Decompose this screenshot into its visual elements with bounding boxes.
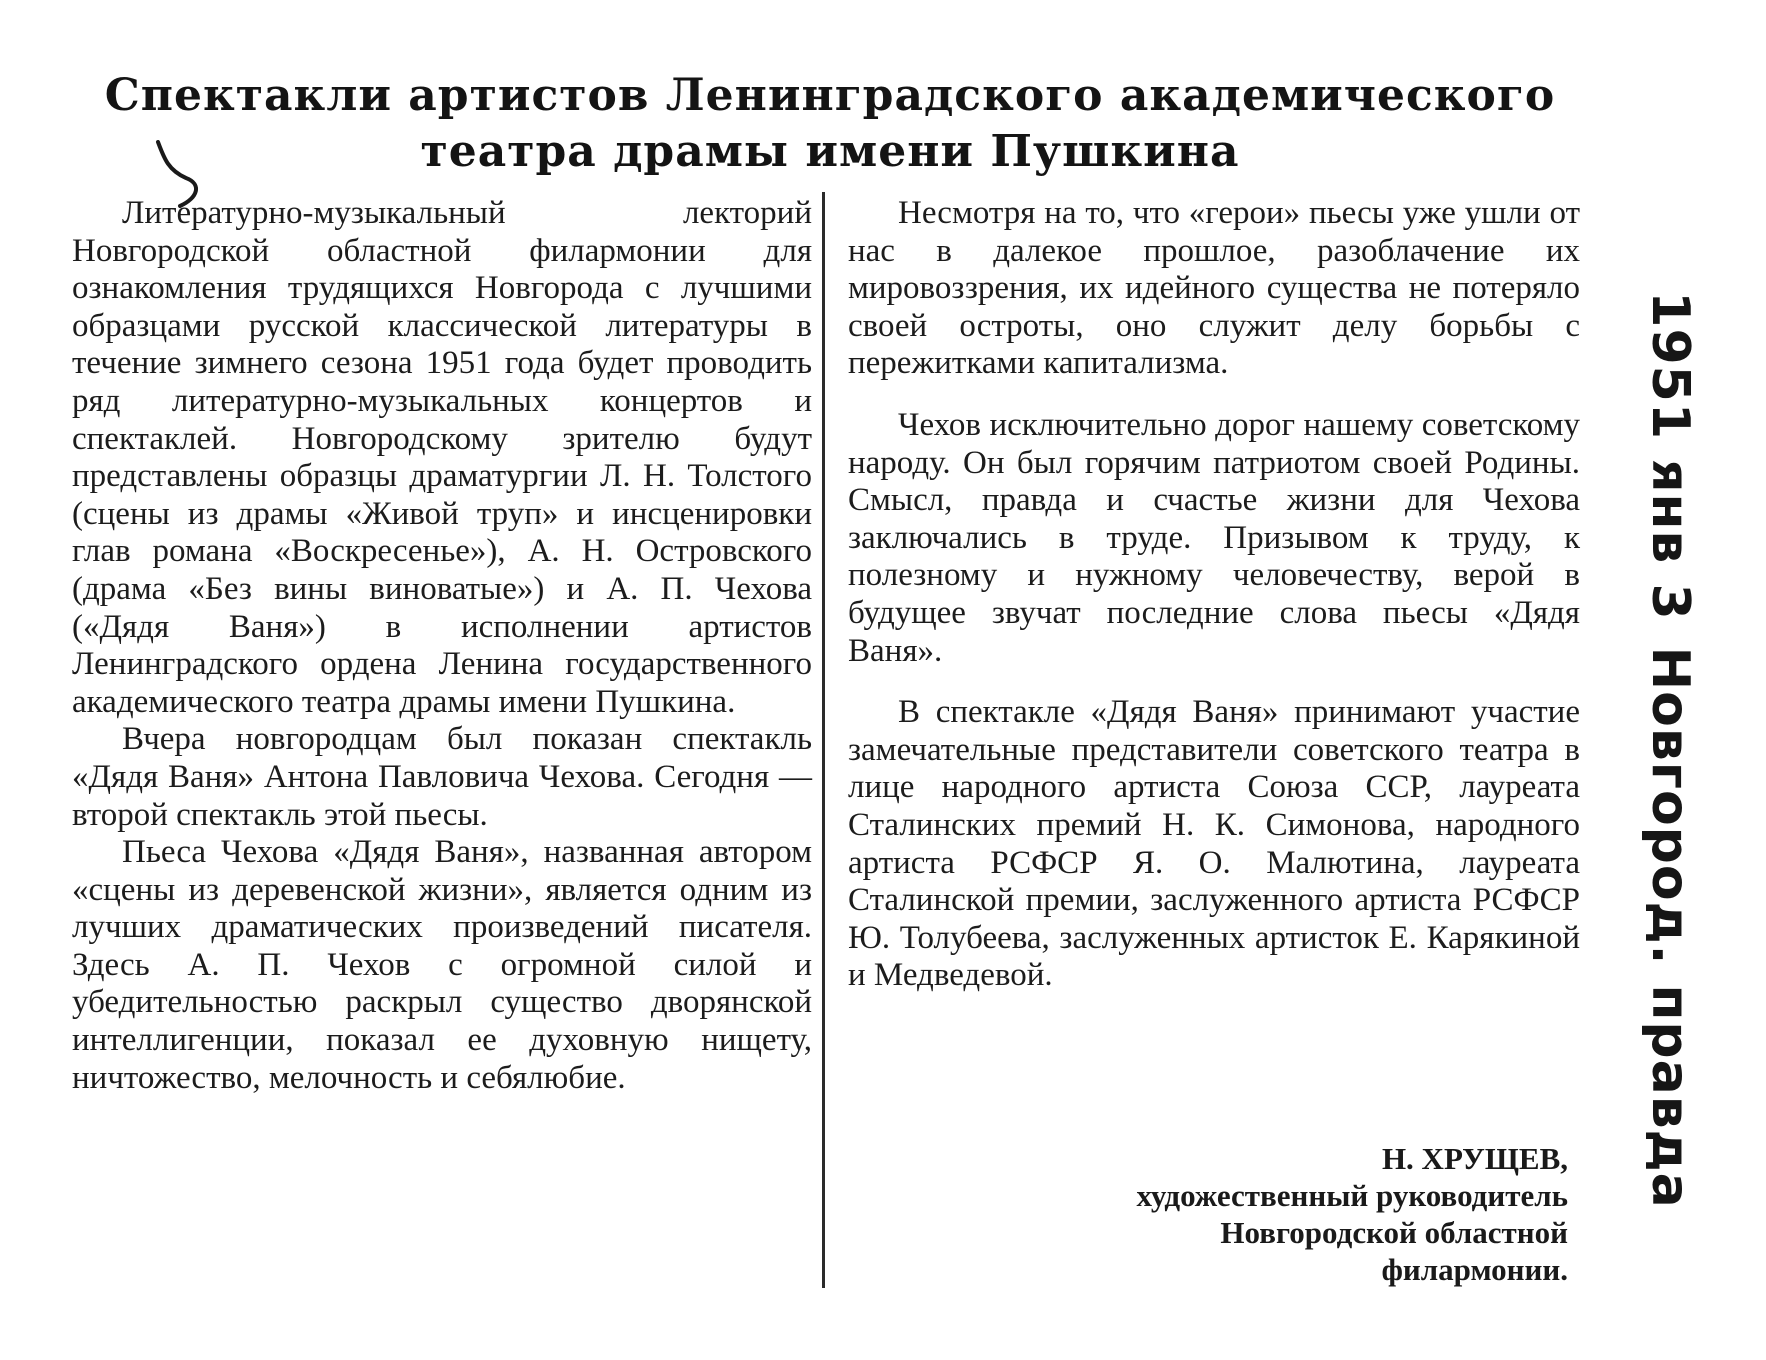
article-headline: [60, 68, 1600, 180]
left-paragraph-2: Вчера новгородцам был показан спектакль «Дядя Ваня» Антона Павловича Чехова. Сегодня — второй спектакль этой пьесы.: [72, 721, 812, 833]
date-stamp-text: [1640, 291, 1700, 1208]
author-signature: [848, 1140, 1568, 1288]
right-paragraph-3: В спектакле «Дядя Ваня» принимают участие замечательные представители советского театра в лице народного артиста Союза ССР, лауреата Сталинских премий Н. К. Симонова, народного артиста РСФСР Я. О. Малютина, лауреата Сталинской премии, заслуженного артиста РСФСР Ю. Толубеева, заслуженных артисток Е. Карякиной и Медведевой.: [848, 694, 1580, 994]
column-divider: [822, 192, 825, 1288]
left-paragraph-1: Литературно-музыкальный лекторий Новгородской областной филармонии для ознакомления трудящихся Новгорода с лучшими образцами русской классической литературы в течение зимнего сезона 1951 года будет проводить ряд литературно-музыкальных концертов и спектаклей. Новгородскому зрителю будут представлены образцы драматургии Л. Н. Толстого (сцены из драмы «Живой труп» и инсценировки глав романа «Воскресенье»), А. Н. Островского (драма «Без вины виноватые») и А. П. Чехова («Дядя Ваня») в исполнении артистов Ленинградского ордена Ленина государственного академического театра драмы имени Пушкина.: [72, 195, 812, 720]
stamp-newspaper: Новгород. правда: [1640, 646, 1700, 1209]
headline-line-2: театра драмы имени Пушкина: [420, 126, 1240, 177]
stamp-date: 1951 янв 3: [1640, 291, 1700, 621]
author-title-line-2: Новгородской областной: [1220, 1215, 1568, 1250]
left-column: [72, 195, 812, 1097]
right-column: [848, 195, 1580, 1019]
right-paragraph-2: Чехов исключительно дорог нашему советскому народу. Он был горячим патриотом своей Родины. Смысл, правда и счастье жизни для Чехова заключались в труде. Призывом к труду, к полезному и нужному человечеству, верой в будущее звучат последние слова пьесы «Дядя Ваня».: [848, 406, 1580, 669]
left-paragraph-3: Пьеса Чехова «Дядя Ваня», названная автором «сцены из деревенской жизни», является одним из лучших драматических произведений писателя. Здесь А. П. Чехов с огромной силой и убедительностью раскрыл существо дворянской интеллигенции, показал ее духовную нищету, ничтожество, мелочность и себялюбие.: [72, 834, 812, 1096]
right-paragraph-1: Несмотря на то, что «герои» пьесы уже ушли от нас в далекое прошлое, разоблачение их мировоззрения, их идейного существа не потеряло своей остроты, оно служит делу борьбы с пережитками капитализма.: [848, 195, 1580, 382]
author-name: Н. ХРУЩЕВ,: [1381, 1141, 1568, 1176]
author-title-line-3: филармонии.: [1381, 1252, 1568, 1287]
author-title-line-1: художественный руководитель: [1136, 1178, 1568, 1213]
headline-line-1: Спектакли артистов Ленинградского академического: [104, 70, 1556, 121]
